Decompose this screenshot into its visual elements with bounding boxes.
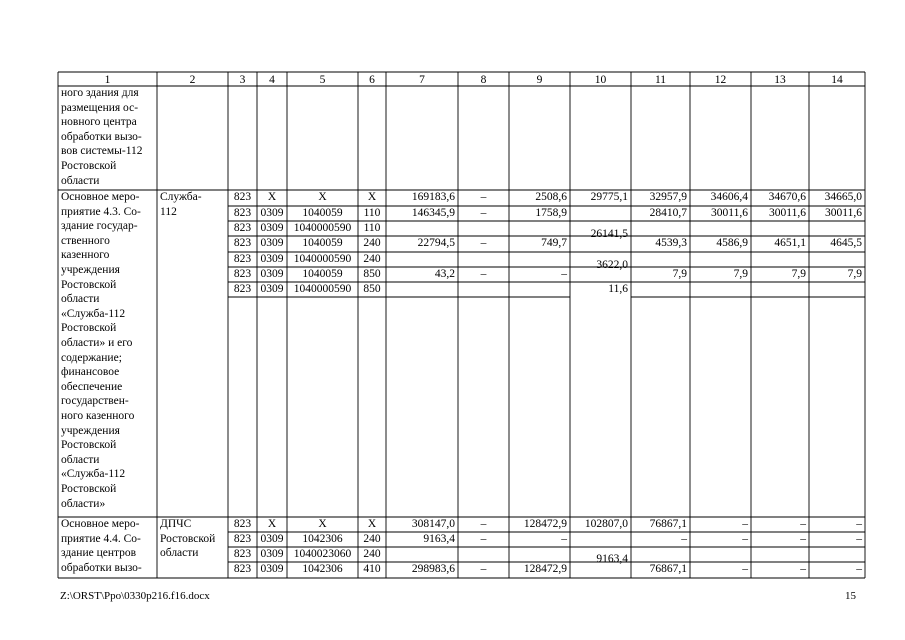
header-col-11: 11 (654, 73, 667, 86)
table-cell-c5: Х (318, 191, 327, 204)
table-cell-c6: 240 (363, 548, 381, 561)
measure-name-line: финансовое (61, 366, 120, 379)
table-cell-c4: Х (267, 191, 277, 204)
table-cell-c8: – (480, 518, 487, 531)
footer-page-number: 15 (845, 590, 856, 602)
table-cell-c3: 823 (233, 207, 252, 220)
measure-name-line: Ростовской (61, 322, 117, 335)
table-cell-c3: 823 (233, 268, 252, 281)
table-cell-c7: 43,2 (434, 268, 455, 281)
measure-name-line: Ростовской (61, 160, 117, 172)
measure-name-line: обработки вызо- (61, 130, 142, 143)
table-cell-c5: 1040023060 (293, 548, 352, 561)
table-cell-c11: 32957,9 (649, 191, 687, 204)
table-cell-c12: 30011,6 (711, 207, 748, 220)
table-cell-c14: 30011,6 (825, 207, 862, 220)
table-cell-c6: 110 (363, 222, 381, 235)
table-cell-c3: 823 (233, 253, 252, 266)
table-cell-c14: 4645,5 (830, 237, 862, 250)
table-cell-c6: 410 (363, 563, 381, 576)
table-cell-c6: 240 (363, 237, 381, 250)
table-cell-c5: 1042306 (302, 533, 343, 546)
table-cell-c12: – (742, 518, 748, 531)
header-col-4: 4 (269, 73, 275, 86)
table-cell-c3: 823 (233, 548, 252, 561)
table-cell-c3: 823 (233, 533, 252, 546)
table-cell-c13: 34670,6 (768, 191, 806, 204)
table-cell-c5: 1042306 (302, 563, 343, 576)
executor-line: Ростовской (160, 532, 216, 545)
table-cell-c13: – (800, 518, 806, 531)
header-col-12: 12 (714, 73, 727, 86)
measure-name-line: обработки вызо- (61, 561, 142, 574)
table-cell-c9: 128472,9 (523, 518, 567, 531)
table-cell-c13: – (800, 533, 806, 546)
table-cell-c4: 0309 (260, 207, 284, 220)
table-cell-c11: – (681, 533, 687, 546)
executor-line: области (160, 547, 199, 560)
measure-name-line: новного центра (61, 116, 137, 129)
table-cell-c3: 823 (233, 563, 252, 576)
table-cell-c8: – (480, 268, 487, 281)
measure-name-line: Основное меро- (61, 191, 140, 203)
table-cell-c5: 1040000590 (293, 222, 352, 235)
measure-name-line: здание государ- (61, 220, 138, 233)
header-col-5: 5 (319, 73, 326, 86)
table-cell-c4: 0309 (260, 268, 284, 281)
table-cell-c5: 1040059 (302, 207, 343, 220)
measure-name-line: обеспечение (61, 380, 123, 393)
table-cell-c7: 22794,5 (417, 237, 455, 250)
measure-name-line: ного здания для (61, 87, 139, 99)
table-cell-c12: 4586,9 (716, 237, 748, 250)
table-cell-c6: 850 (363, 283, 381, 296)
table-cell-c8: – (480, 237, 487, 250)
table-cell-c7: 308147,0 (411, 518, 455, 531)
table-cell-c11: 4539,3 (655, 237, 687, 250)
table-cell-c4: 0309 (260, 548, 284, 561)
table-cell-c6: 240 (363, 253, 381, 266)
table-cell-c13: 7,9 (791, 268, 806, 281)
table-cell-c5: 1040000590 (293, 283, 352, 296)
measure-name-line: Ростовской (61, 439, 117, 452)
table-cell-c12: – (742, 563, 748, 576)
measure-name-line: «Служба-112 (61, 468, 126, 481)
table-cell-c3: 823 (233, 222, 252, 235)
table-cell-c4: 0309 (260, 222, 284, 235)
table-cell-c7: 298983,6 (411, 563, 455, 576)
header-col-10: 10 (594, 73, 607, 86)
table-cell-c9: 1758,9 (535, 207, 567, 220)
measure-name-line: государствен- (61, 395, 129, 408)
measure-name-line: учреждения (61, 264, 120, 276)
table-cell-c9: – (561, 533, 567, 546)
table-cell-c4: 0309 (260, 563, 284, 576)
measure-name-line: области» и его (61, 337, 133, 349)
measure-name-line: размещения ос- (61, 101, 139, 114)
table-cell-c14: 7,9 (847, 268, 862, 281)
header-col-13: 13 (774, 73, 786, 86)
header-col-2: 2 (189, 73, 196, 86)
header-col-8: 8 (480, 73, 487, 86)
measure-name-line: области (61, 293, 100, 306)
table-cell-c14: – (856, 518, 862, 531)
table-cell-c10: 26141,5 (590, 228, 628, 241)
table-cell-c9: – (561, 268, 567, 281)
measure-name-line: Основное меро- (61, 518, 140, 530)
measure-name-line: приятие 4.4. Со- (61, 532, 141, 545)
header-col-6: 6 (369, 73, 375, 86)
table-cell-c3: 823 (233, 237, 252, 250)
header-col-7: 7 (419, 73, 425, 86)
table-cell-c3: 823 (233, 283, 252, 296)
measure-name-line: «Служба-112 (61, 307, 126, 320)
table-cell-c12: – (742, 533, 748, 546)
measure-name-line: казенного (61, 249, 110, 262)
table-cell-c11: 76867,1 (649, 518, 687, 531)
table-cell-c5: Х (318, 518, 327, 531)
table-cell-c10: 9163,4 (596, 553, 628, 566)
measure-name-line: области (61, 174, 100, 187)
table-cell-c14: 34665,0 (824, 191, 862, 204)
table-cell-c6: 240 (363, 533, 381, 546)
table-cell-c4: 0309 (260, 237, 284, 250)
header-col-3: 3 (239, 73, 246, 86)
header-col-9: 9 (536, 73, 543, 86)
executor-line: Служба- (160, 191, 202, 203)
table-cell-c12: 34606,4 (710, 191, 748, 204)
table-cell-c8: – (480, 207, 487, 220)
table-cell-c3: 823 (233, 518, 252, 531)
table-cell-c14: – (856, 533, 862, 546)
measure-name-line: области» (61, 497, 106, 510)
table-cell-c7: 146345,9 (411, 207, 455, 220)
table-cell-c9: 749,7 (541, 237, 567, 250)
table-cell-c7: 9163,4 (423, 533, 455, 546)
measure-name-line: ственного (61, 234, 110, 247)
table-cell-c3: 823 (233, 191, 252, 204)
table-cell-c5: 1040059 (302, 268, 343, 281)
footer-file-path: Z:\ORST\Ppo\0330p216.f16.docx (60, 590, 210, 602)
measure-name-line: здание центров (61, 547, 137, 560)
table-cell-c13: 4651,1 (774, 237, 806, 250)
measure-name-line: Ростовской (61, 278, 117, 291)
table-cell-c10: 3622,0 (596, 259, 628, 272)
table-cell-c4: 0309 (260, 253, 284, 266)
measure-name-line: области (61, 453, 100, 466)
table-cell-c11: 76867,1 (649, 563, 687, 576)
table-cell-c9: 2508,6 (535, 191, 567, 204)
table-cell-c14: – (856, 563, 862, 576)
measure-name-line: Ростовской (61, 483, 117, 495)
table-cell-c8: – (480, 563, 487, 576)
table-cell-c13: – (800, 563, 806, 576)
table-cell-c5: 1040000590 (293, 253, 352, 266)
measure-name-line: содержание; (61, 351, 122, 364)
table-cell-c9: 128472,9 (523, 563, 567, 576)
executor-line: ДПЧС (160, 518, 192, 530)
measure-name-line: учреждения (61, 424, 120, 437)
table-cell-c4: 0309 (260, 283, 284, 296)
table-cell-c11: 28410,7 (649, 207, 687, 220)
table-cell-c6: Х (367, 191, 377, 204)
measure-name-line: ного казенного (61, 410, 135, 422)
table-cell-c8: – (480, 191, 487, 204)
table-cell-c5: 1040059 (302, 237, 343, 250)
executor-line: 112 (160, 205, 177, 218)
table-cell-c10: 102807,0 (584, 518, 628, 531)
table-cell-c12: 7,9 (733, 268, 748, 281)
table-cell-c13: 30011,6 (769, 207, 806, 220)
table-cell-c4: Х (267, 518, 277, 531)
table-cell-c6: 110 (363, 207, 381, 220)
measure-name-line: приятие 4.3. Со- (61, 205, 141, 218)
table-cell-c8: – (480, 533, 487, 546)
table-cell-c7: 169183,6 (411, 191, 455, 204)
table-cell-c10: 29775,1 (590, 191, 628, 204)
table-cell-c4: 0309 (260, 533, 284, 546)
table-cell-c6: Х (367, 518, 377, 531)
table-cell-c6: 850 (363, 268, 381, 281)
measure-name-line: вов системы-112 (61, 145, 143, 158)
header-col-14: 14 (831, 73, 843, 86)
header-col-1: 1 (104, 73, 111, 86)
table-cell-c11: 7,9 (672, 268, 687, 281)
table-cell-c10: 11,6 (608, 283, 628, 296)
